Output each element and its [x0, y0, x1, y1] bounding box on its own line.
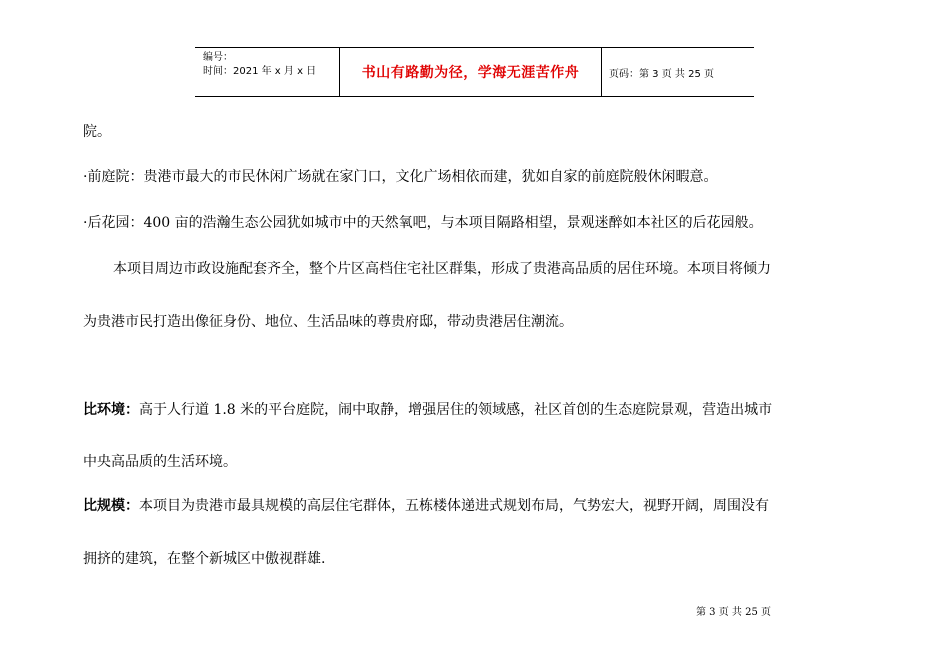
environment-line-2: 中央高品质的生活环境。	[83, 454, 237, 470]
header-meta-cell	[195, 48, 340, 96]
number-label: 编号：	[203, 52, 233, 63]
paragraph-1-line-2: 为贵港市民打造出像征身份、地位、生活品味的尊贵府邸，带动贵港居住潮流。	[83, 314, 573, 330]
page-footer: 第 3 页 共 25 页	[696, 607, 771, 618]
scale-text: 本项目为贵港市最具规模的高层住宅群体，五栋楼体递进式规划布局，气势宏大，视野开阔，周围没有	[139, 498, 769, 514]
environment-text: 高于人行道 1.8 米的平台庭院，闹中取静，增强居住的领域感，社区首创的生态庭院景观，营造出城市	[139, 402, 773, 418]
scale-line-1	[83, 496, 769, 516]
motto-text: 书山有路勤为径，学海无涯苦作舟	[361, 65, 580, 81]
header-table	[195, 47, 754, 97]
back-garden-line: ·后花园：400 亩的浩瀚生态公园犹如城市中的天然氧吧，与本项目隔路相望，景观迷醉如本社区的后花园般。	[83, 215, 763, 231]
page-info: 页码：第 3 页 共 25 页	[609, 68, 714, 80]
scale-label: 比规模：	[83, 498, 139, 514]
text-line-1: 院。	[83, 124, 111, 140]
environment-label: 比环境：	[83, 402, 139, 418]
front-courtyard-line: ·前庭院：贵港市最大的市民休闲广场就在家门口，文化广场相依而建，犹如自家的前庭院般休闲暇意。	[83, 169, 718, 185]
header-page-cell	[602, 48, 754, 96]
scale-line-2: 拥挤的建筑，在整个新城区中傲视群雄.	[83, 551, 326, 567]
paragraph-1-line-1: 本项目周边市政设施配套齐全，整个片区高档住宅社区群集，形成了贵港高品质的居住环境。本项目将倾力	[113, 261, 771, 277]
header-motto-cell	[340, 48, 602, 96]
time-label: 时间：2021 年 x 月 x 日	[203, 66, 317, 77]
environment-line-1	[83, 400, 772, 420]
